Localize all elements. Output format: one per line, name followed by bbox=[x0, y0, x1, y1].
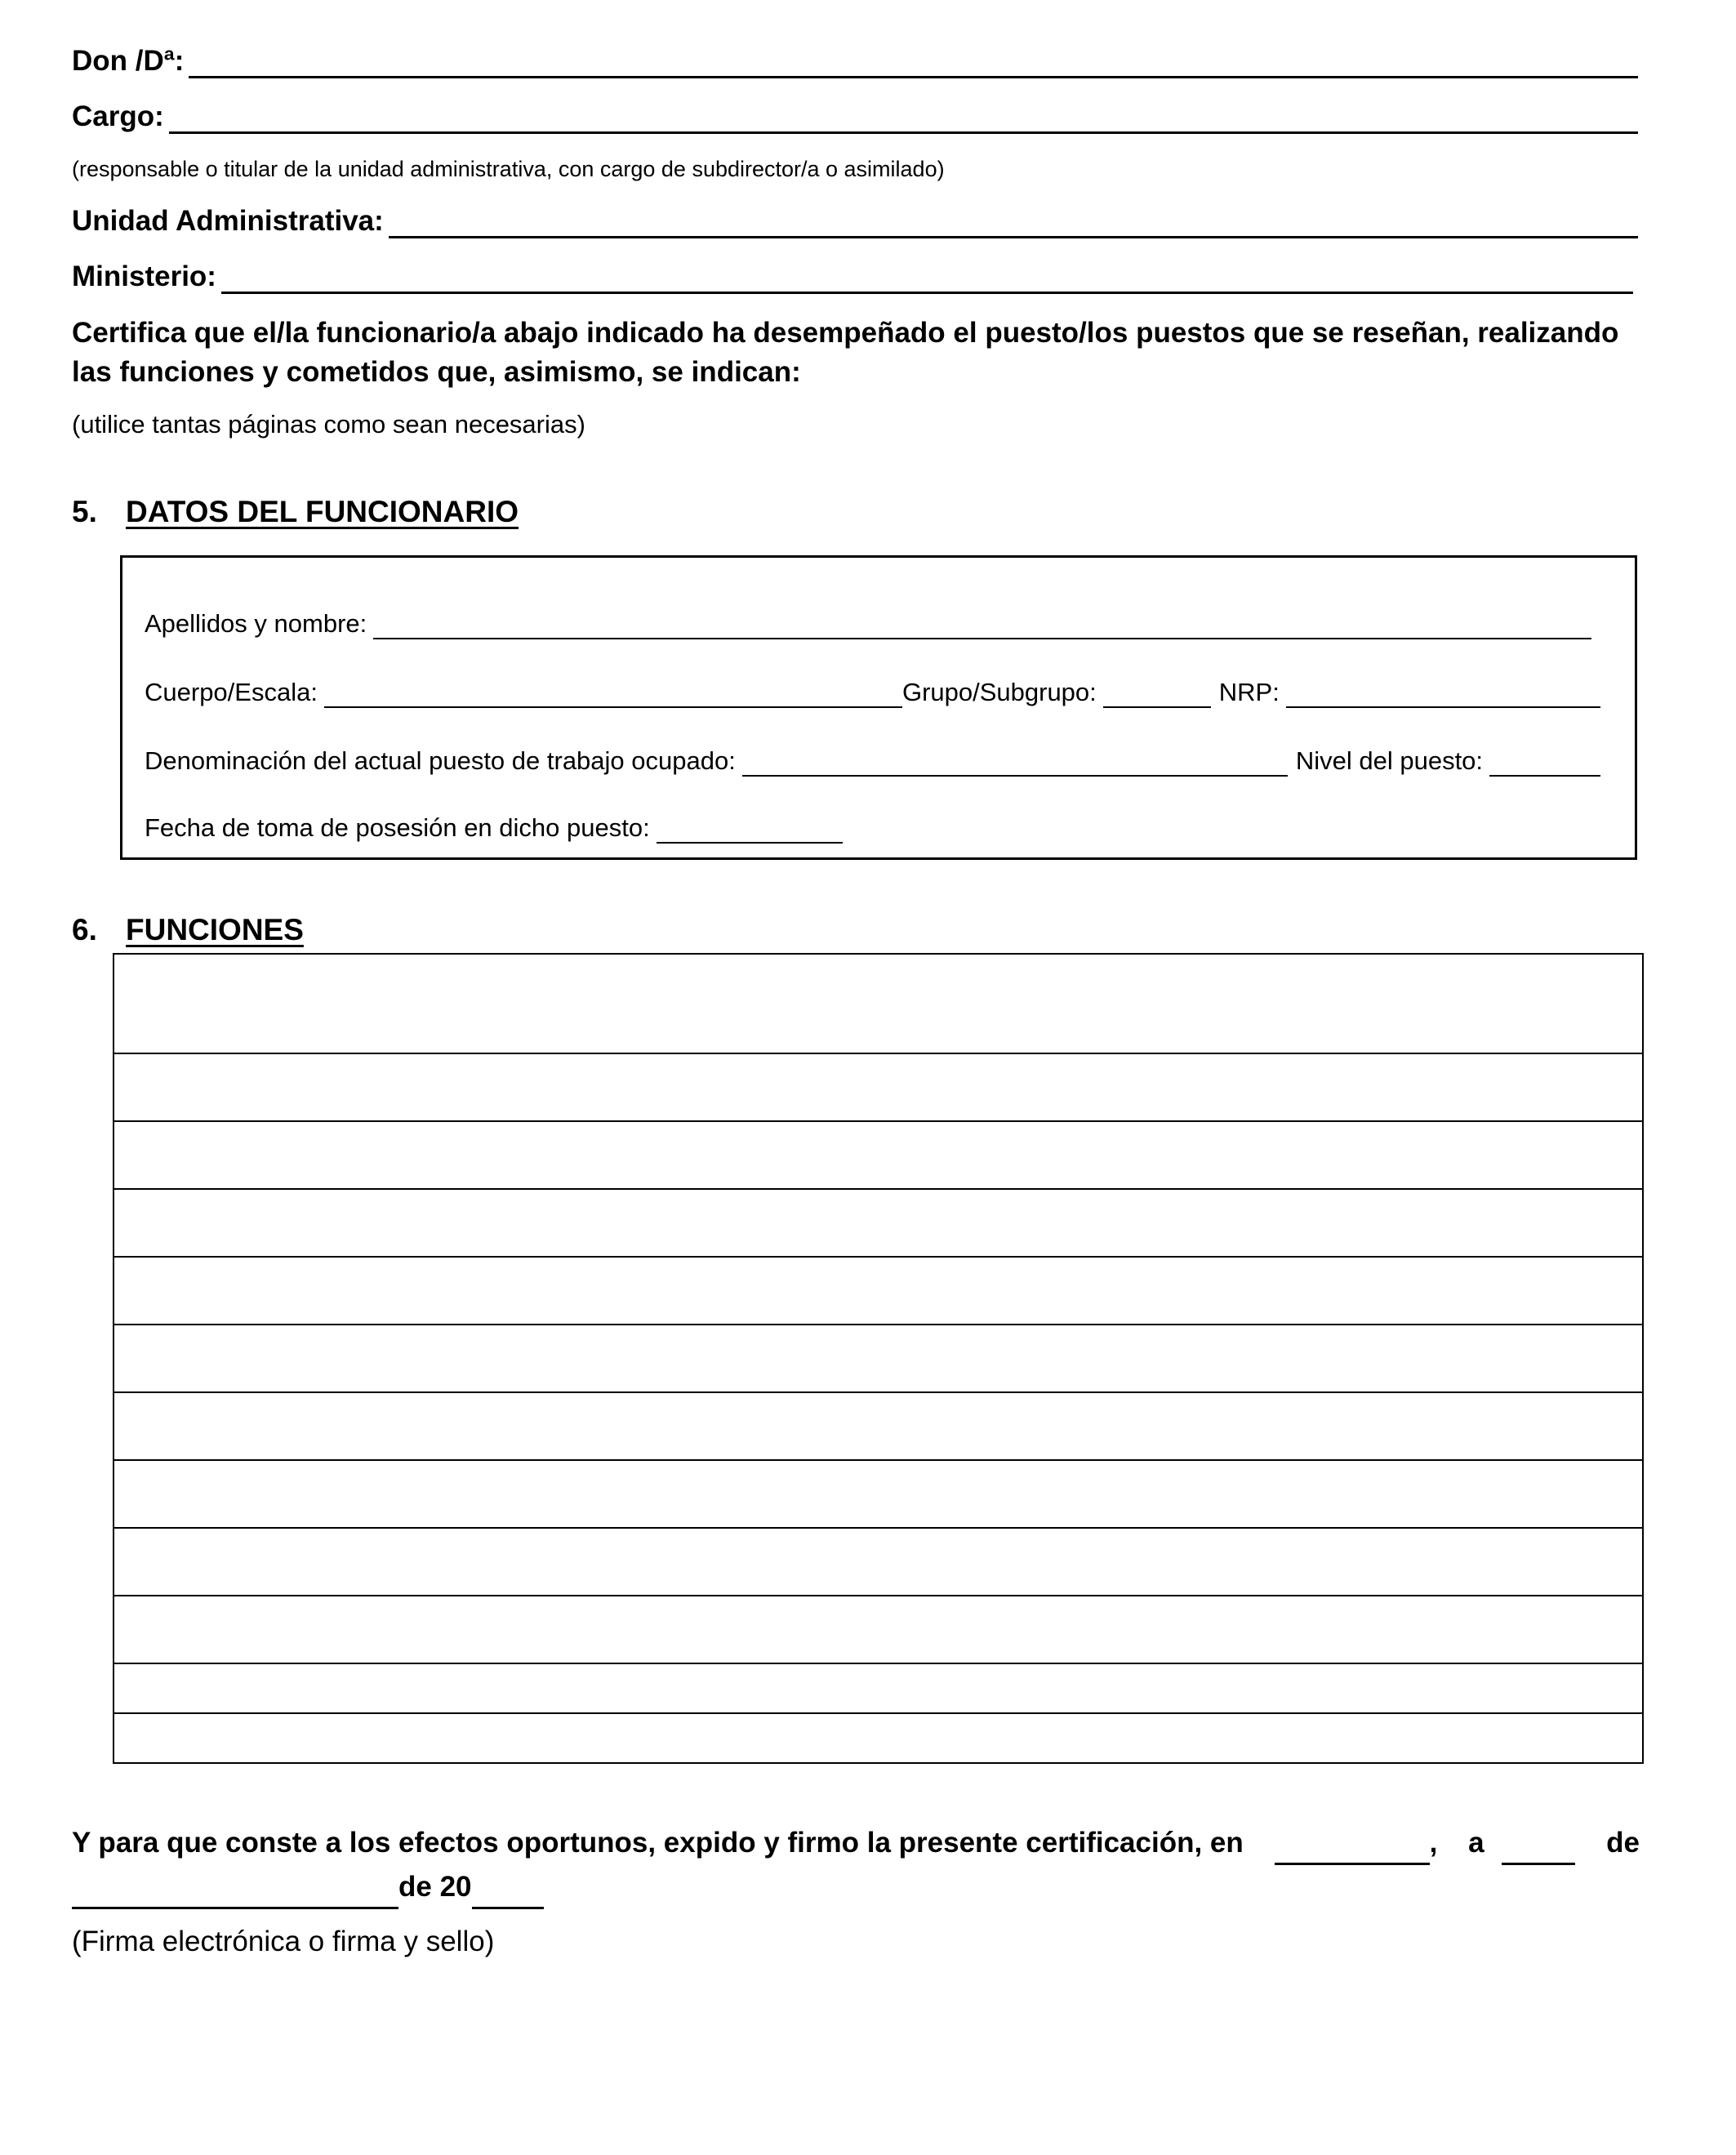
ministerio-label: Ministerio: bbox=[72, 260, 216, 292]
certifica-paragraph: Certifica que el/la funcionario/a abajo indicado ha desempeñado el puesto/los puestos que se reseñan, realizando las funciones y cometidos que, asimismo, se indican: bbox=[72, 317, 1619, 388]
unidad-field[interactable] bbox=[72, 204, 1638, 238]
fecha-row bbox=[145, 813, 843, 844]
table-row bbox=[114, 1528, 1643, 1596]
closing-line-1 bbox=[72, 1821, 1640, 1865]
closing-text: Y para que conste a los efectos oportunos, expido y firmo la presente certificación, en bbox=[72, 1827, 1244, 1859]
don-input-line[interactable] bbox=[189, 51, 1638, 78]
cargo-note: (responsable o titular de la unidad administrativa, con cargo de subdirector/a o asimilado) bbox=[72, 157, 945, 181]
table-row bbox=[114, 1189, 1643, 1257]
fecha-label: Fecha de toma de posesión en dicho puesto: bbox=[145, 813, 650, 842]
section6-number: 6. bbox=[72, 913, 97, 946]
funciones-cell[interactable] bbox=[114, 1713, 1643, 1763]
closing-a: a bbox=[1468, 1827, 1485, 1859]
table-row bbox=[114, 1121, 1643, 1189]
denominacion-input-line[interactable] bbox=[742, 750, 1288, 777]
nrp-input-line[interactable] bbox=[1286, 682, 1600, 708]
nivel-input-line[interactable] bbox=[1489, 750, 1600, 777]
funciones-cell[interactable] bbox=[114, 1392, 1643, 1460]
cuerpo-label: Cuerpo/Escala: bbox=[145, 678, 318, 706]
table-row bbox=[114, 1596, 1643, 1663]
funciones-cell[interactable] bbox=[114, 1257, 1643, 1325]
apellidos-row bbox=[145, 608, 1591, 639]
month-input-line[interactable] bbox=[72, 1879, 398, 1909]
closing-line-2 bbox=[72, 1865, 1640, 1909]
funciones-cell[interactable] bbox=[114, 1528, 1643, 1596]
cargo-label: Cargo: bbox=[72, 100, 164, 132]
section6-title: FUNCIONES bbox=[126, 913, 304, 946]
section5-heading bbox=[72, 495, 519, 529]
cargo-input-line[interactable] bbox=[169, 107, 1638, 134]
closing-comma: , bbox=[1429, 1827, 1438, 1859]
grupo-label: Grupo/Subgrupo: bbox=[901, 678, 1097, 706]
datos-funcionario-box bbox=[120, 555, 1637, 860]
denominacion-row bbox=[145, 746, 1600, 777]
nivel-label: Nivel del puesto: bbox=[1295, 746, 1484, 775]
day-input-line[interactable] bbox=[1502, 1835, 1575, 1865]
don-label: Don /Dª: bbox=[72, 45, 185, 77]
don-field[interactable] bbox=[72, 44, 1638, 78]
funciones-cell[interactable] bbox=[114, 1325, 1643, 1392]
funciones-cell[interactable] bbox=[114, 1053, 1643, 1121]
table-row bbox=[114, 1663, 1643, 1713]
pages-note: (utilice tantas páginas como sean necesarias) bbox=[72, 410, 585, 439]
closing-de-year: de 20 bbox=[398, 1871, 472, 1903]
ministerio-field[interactable] bbox=[72, 260, 1633, 294]
signature-note: (Firma electrónica o firma y sello) bbox=[72, 1926, 495, 1957]
table-row bbox=[114, 1392, 1643, 1460]
funciones-cell[interactable] bbox=[114, 1460, 1643, 1528]
fecha-input-line[interactable] bbox=[657, 817, 843, 844]
funciones-table bbox=[113, 953, 1644, 1764]
year-input-line[interactable] bbox=[472, 1879, 544, 1909]
table-row bbox=[114, 1257, 1643, 1325]
section6-heading bbox=[72, 913, 304, 947]
unidad-input-line[interactable] bbox=[389, 211, 1638, 238]
ministerio-input-line[interactable] bbox=[221, 267, 1633, 294]
closing-de: de bbox=[1606, 1827, 1640, 1859]
section5-title: DATOS DEL FUNCIONARIO bbox=[126, 495, 519, 528]
cuerpo-input-line[interactable] bbox=[324, 682, 902, 708]
apellidos-input-line[interactable] bbox=[373, 613, 1591, 639]
table-row bbox=[114, 1325, 1643, 1392]
apellidos-label: Apellidos y nombre: bbox=[145, 609, 367, 638]
closing-day-group bbox=[1468, 1821, 1575, 1865]
funciones-cell[interactable] bbox=[114, 1121, 1643, 1189]
table-row bbox=[114, 954, 1643, 1053]
denominacion-label: Denominación del actual puesto de trabajo ocupado: bbox=[145, 746, 736, 775]
closing-statement bbox=[72, 1821, 1640, 1909]
grupo-input-line[interactable] bbox=[1103, 682, 1211, 708]
table-row bbox=[114, 1053, 1643, 1121]
table-row bbox=[114, 1713, 1643, 1763]
table-row bbox=[114, 1460, 1643, 1528]
closing-place-group bbox=[1275, 1821, 1438, 1865]
place-input-line[interactable] bbox=[1275, 1835, 1430, 1865]
unidad-label: Unidad Administrativa: bbox=[72, 205, 384, 237]
funciones-cell[interactable] bbox=[114, 954, 1643, 1053]
cargo-field[interactable] bbox=[72, 100, 1638, 134]
cuerpo-row bbox=[145, 677, 1600, 708]
funciones-cell[interactable] bbox=[114, 1663, 1643, 1713]
funciones-cell[interactable] bbox=[114, 1596, 1643, 1663]
section5-number: 5. bbox=[72, 495, 97, 528]
nrp-label: NRP: bbox=[1218, 678, 1280, 706]
funciones-cell[interactable] bbox=[114, 1189, 1643, 1257]
